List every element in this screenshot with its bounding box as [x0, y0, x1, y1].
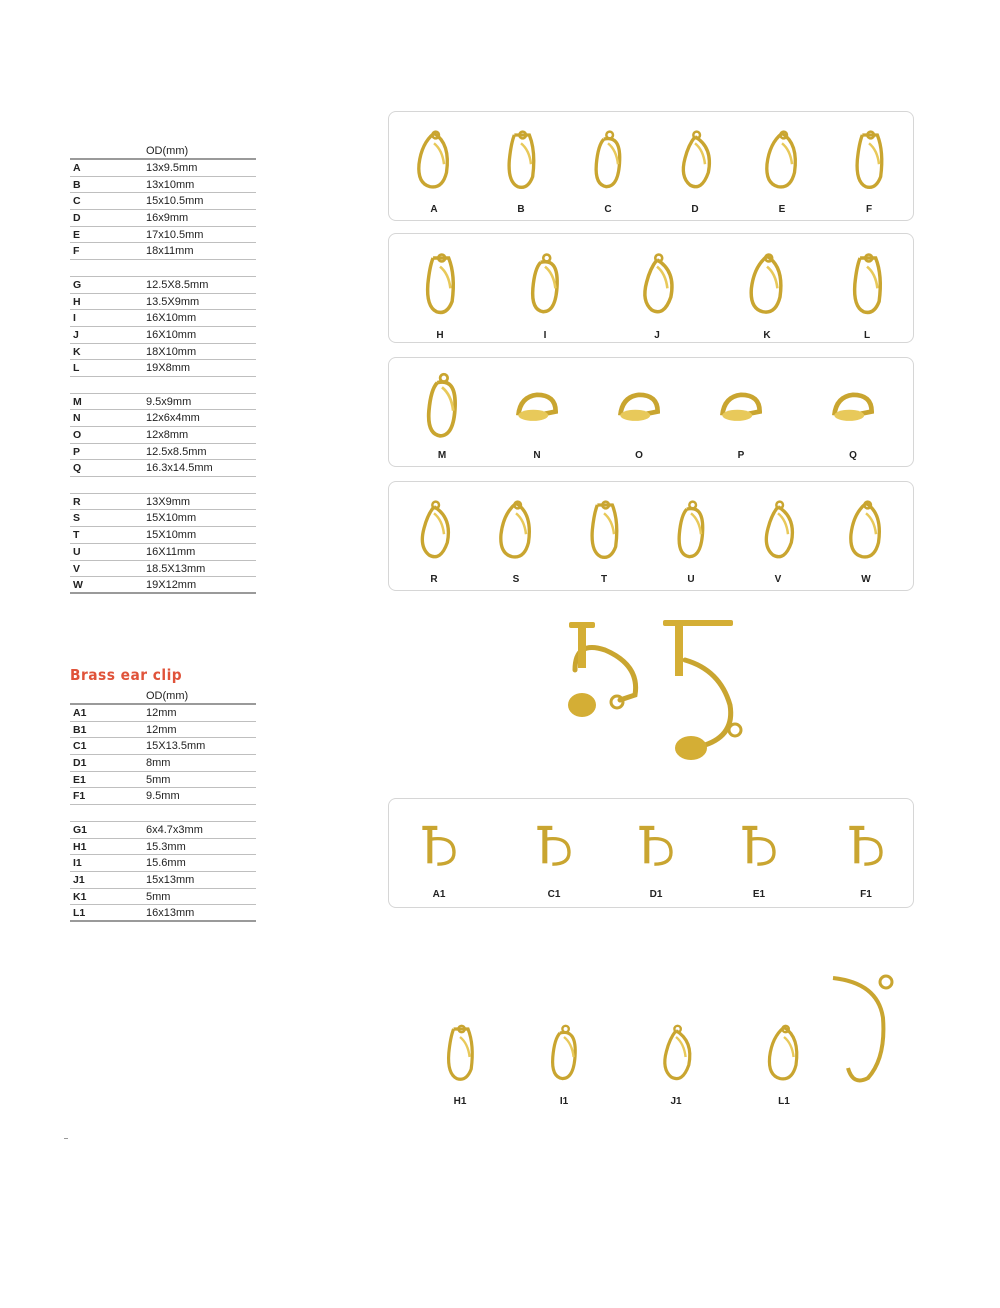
- item-size: 15x10.5mm: [146, 195, 204, 208]
- earring-image: [757, 118, 807, 202]
- earring-image: [409, 488, 459, 572]
- earring-image: [579, 488, 629, 572]
- earring-image: [841, 488, 891, 572]
- table-row: [70, 788, 256, 805]
- item-size: 5mm: [146, 890, 171, 903]
- earring-image: [666, 488, 716, 572]
- table-spacer-row: [70, 477, 256, 494]
- item-label: F: [865, 204, 873, 215]
- item-code: I1: [73, 857, 82, 870]
- table-spacer-row: [70, 260, 256, 277]
- item-code: C: [73, 195, 81, 208]
- item-label: U: [687, 574, 695, 585]
- item-size: 15X13.5mm: [146, 740, 206, 753]
- table-row: [70, 755, 256, 772]
- earring-item: [414, 364, 470, 461]
- item-code: H: [73, 295, 81, 308]
- item-code: J: [73, 328, 79, 341]
- item-code: D: [73, 212, 81, 225]
- table-row: [70, 705, 256, 722]
- earring-item: [519, 240, 571, 341]
- earring-image: [496, 118, 546, 202]
- panel-ear-clip-a1-f1: [388, 798, 914, 908]
- table-row: [70, 839, 256, 856]
- earring-image: [491, 488, 541, 572]
- table-spacer-row: [70, 377, 256, 394]
- item-size: 12mm: [146, 723, 177, 736]
- table-header: OD(mm): [70, 689, 256, 705]
- table-row: [70, 772, 256, 789]
- table-row: [70, 577, 256, 594]
- earring-item: [753, 488, 803, 585]
- item-code: T: [73, 529, 80, 542]
- item-size: 13X9mm: [146, 495, 191, 508]
- earring-image: [841, 240, 893, 328]
- item-label: L: [863, 330, 871, 341]
- table-row: [70, 494, 256, 511]
- item-code: D1: [73, 757, 87, 770]
- table-row: [70, 544, 256, 561]
- item-size: 19X12mm: [146, 579, 197, 592]
- item-size: 18.5X13mm: [146, 562, 206, 575]
- ear-clip-side-view: [828, 968, 908, 1088]
- earring-item: [631, 240, 683, 341]
- ear-clip-item: [760, 1012, 808, 1107]
- item-size: 16X11mm: [146, 545, 196, 558]
- earring-item: [414, 813, 464, 900]
- item-code: G1: [73, 823, 88, 836]
- table-row: [70, 344, 256, 361]
- item-size: 19X8mm: [146, 362, 191, 375]
- item-size: 12x6x4mm: [146, 412, 200, 425]
- item-size: 18x11mm: [146, 245, 194, 258]
- item-size: 18X10mm: [146, 345, 197, 358]
- earring-item: [666, 488, 716, 585]
- table-row: [70, 394, 256, 411]
- item-code: B1: [73, 723, 87, 736]
- item-size: 15X10mm: [146, 512, 197, 525]
- earring-image: [844, 118, 894, 202]
- item-code: E1: [73, 773, 86, 786]
- earring-item: [414, 240, 466, 341]
- earring-image: [409, 118, 459, 202]
- item-size: 13x10mm: [146, 178, 195, 191]
- earring-item: [741, 240, 793, 341]
- item-label: C1: [547, 889, 561, 900]
- item-label: C: [604, 204, 612, 215]
- item-size: 16X10mm: [146, 328, 197, 341]
- item-label: I1: [559, 1096, 569, 1107]
- table-row: [70, 444, 256, 461]
- lever-back-size-table: [70, 144, 256, 594]
- item-code: O: [73, 429, 82, 441]
- earring-image: [540, 1012, 588, 1094]
- earring-item: [844, 118, 894, 215]
- item-label: J: [654, 330, 660, 341]
- item-size: 15X10mm: [146, 529, 197, 542]
- item-code: R: [73, 495, 81, 508]
- item-size: 15.3mm: [146, 840, 186, 853]
- item-label: M: [437, 450, 447, 461]
- item-code: A1: [73, 707, 87, 719]
- table-row: [70, 510, 256, 527]
- item-label: D: [691, 204, 699, 215]
- item-size: 9.5x9mm: [146, 395, 192, 408]
- item-label: O: [635, 450, 643, 461]
- item-code: C1: [73, 740, 87, 753]
- section-title-brass-ear-clip: Brass ear clip: [70, 666, 183, 684]
- item-code: J1: [73, 873, 85, 886]
- item-label: F1: [860, 889, 872, 900]
- item-size: 12.5X8.5mm: [146, 278, 209, 291]
- item-label: P: [737, 450, 745, 461]
- item-size: 16X10mm: [146, 312, 197, 325]
- item-code: H1: [73, 840, 87, 853]
- earring-image: [734, 813, 784, 887]
- table-row: [70, 294, 256, 311]
- earring-image: [652, 1012, 700, 1094]
- earring-item: [409, 118, 459, 215]
- item-code: U: [73, 545, 81, 558]
- table-row: [70, 889, 256, 906]
- earring-item: [509, 364, 565, 461]
- item-size: 12mm: [146, 707, 177, 719]
- item-label: K: [763, 330, 771, 341]
- item-size: 16.3x14.5mm: [146, 462, 213, 475]
- earring-image: [519, 240, 571, 328]
- earring-item: [841, 240, 893, 341]
- item-size: 15x13mm: [146, 873, 195, 886]
- item-code: G: [73, 278, 82, 291]
- item-size: 15.6mm: [146, 857, 186, 870]
- earring-image: [436, 1012, 484, 1094]
- earring-image: [509, 364, 565, 448]
- item-label: I: [543, 330, 547, 341]
- item-size: 13x9.5mm: [146, 162, 198, 174]
- item-code: V: [73, 562, 81, 575]
- item-code: L: [73, 362, 80, 375]
- table-spacer-row: [70, 805, 256, 822]
- item-code: M: [73, 395, 82, 408]
- earring-image: [741, 240, 793, 328]
- earring-image: [414, 813, 464, 887]
- item-code: F: [73, 245, 80, 258]
- item-label: T: [600, 574, 608, 585]
- table-row: [70, 460, 256, 477]
- item-size: 8mm: [146, 757, 171, 770]
- item-label: B: [517, 204, 525, 215]
- item-size: 9.5mm: [146, 790, 180, 803]
- ear-clip-size-table: [70, 689, 256, 922]
- ear-clip-item: [436, 1012, 484, 1107]
- item-label: Q: [849, 450, 857, 461]
- earring-item: [825, 364, 881, 461]
- ear-clip-item: [540, 1012, 588, 1107]
- table-row: [70, 527, 256, 544]
- table-row: [70, 193, 256, 210]
- earring-item: [611, 364, 667, 461]
- item-code: A: [73, 162, 81, 174]
- item-code: K1: [73, 890, 87, 903]
- item-code: K: [73, 345, 81, 358]
- item-label: A1: [432, 889, 446, 900]
- table-row: [70, 905, 256, 922]
- table-row: [70, 243, 256, 260]
- table-row: [70, 327, 256, 344]
- table-row: [70, 277, 256, 294]
- item-size: 12x8mm: [146, 429, 189, 441]
- table-row: [70, 822, 256, 839]
- item-size: 12.5x8.5mm: [146, 445, 207, 458]
- item-label: H: [436, 330, 444, 341]
- item-code: B: [73, 178, 81, 191]
- earring-image: [753, 488, 803, 572]
- item-code: P: [73, 445, 81, 458]
- earring-item: [496, 118, 546, 215]
- table-row: [70, 722, 256, 739]
- item-size: 13.5X9mm: [146, 295, 200, 308]
- table-row: [70, 427, 256, 444]
- earring-item: [670, 118, 720, 215]
- item-code: L1: [73, 907, 86, 920]
- earring-image: [414, 240, 466, 328]
- table-row: [70, 738, 256, 755]
- earring-image: [414, 364, 470, 448]
- item-label: W: [861, 574, 871, 585]
- screw-clip-illustration: [545, 610, 755, 770]
- item-size: 5mm: [146, 773, 171, 786]
- item-label: V: [774, 574, 782, 585]
- earring-item: [529, 813, 579, 900]
- item-size: 6x4.7x3mm: [146, 823, 203, 836]
- item-label: E1: [752, 889, 766, 900]
- item-code: E: [73, 228, 81, 241]
- earring-image: [631, 813, 681, 887]
- earring-item: [734, 813, 784, 900]
- item-size: 17x10.5mm: [146, 228, 204, 241]
- item-label: A: [430, 204, 438, 215]
- table-row: [70, 561, 256, 578]
- earring-item: [841, 488, 891, 585]
- item-size: 16x13mm: [146, 907, 195, 920]
- table-row: [70, 160, 256, 177]
- earring-item: [409, 488, 459, 585]
- earring-item: [713, 364, 769, 461]
- earring-item: [841, 813, 891, 900]
- ear-clip-item: [652, 1012, 700, 1107]
- item-label: R: [430, 574, 438, 585]
- item-code: F1: [73, 790, 86, 803]
- table-row: [70, 227, 256, 244]
- earring-item: [583, 118, 633, 215]
- earring-image: [670, 118, 720, 202]
- earring-image: [825, 364, 881, 448]
- item-label: H1: [453, 1096, 467, 1107]
- table-row: [70, 177, 256, 194]
- table-row: [70, 210, 256, 227]
- item-code: W: [73, 579, 83, 592]
- earring-image: [713, 364, 769, 448]
- earring-image: [611, 364, 667, 448]
- table-row: [70, 410, 256, 427]
- panel-lever-back-h-l: [388, 233, 914, 343]
- earring-image: [631, 240, 683, 328]
- item-label: J1: [670, 1096, 682, 1107]
- item-code: N: [73, 412, 81, 425]
- panel-lever-back-a-f: [388, 111, 914, 221]
- table-header: OD(mm): [70, 144, 256, 160]
- item-label: N: [533, 450, 541, 461]
- table-row: [70, 855, 256, 872]
- earring-image: [583, 118, 633, 202]
- item-code: I: [73, 312, 76, 325]
- item-label: D1: [649, 889, 663, 900]
- panel-lever-back-m-q: [388, 357, 914, 467]
- table-row: [70, 872, 256, 889]
- item-code: Q: [73, 462, 82, 475]
- page-mark: [64, 1138, 68, 1139]
- item-label: S: [512, 574, 520, 585]
- table-row: [70, 360, 256, 377]
- item-code: S: [73, 512, 81, 525]
- earring-item: [579, 488, 629, 585]
- table-row: [70, 310, 256, 327]
- earring-image: [529, 813, 579, 887]
- earring-item: [631, 813, 681, 900]
- panel-lever-back-r-w: [388, 481, 914, 591]
- earring-image: [841, 813, 891, 887]
- earring-item: [491, 488, 541, 585]
- item-label: E: [778, 204, 786, 215]
- earring-image: [760, 1012, 808, 1094]
- item-label: L1: [778, 1096, 790, 1107]
- item-size: 16x9mm: [146, 212, 189, 225]
- earring-item: [757, 118, 807, 215]
